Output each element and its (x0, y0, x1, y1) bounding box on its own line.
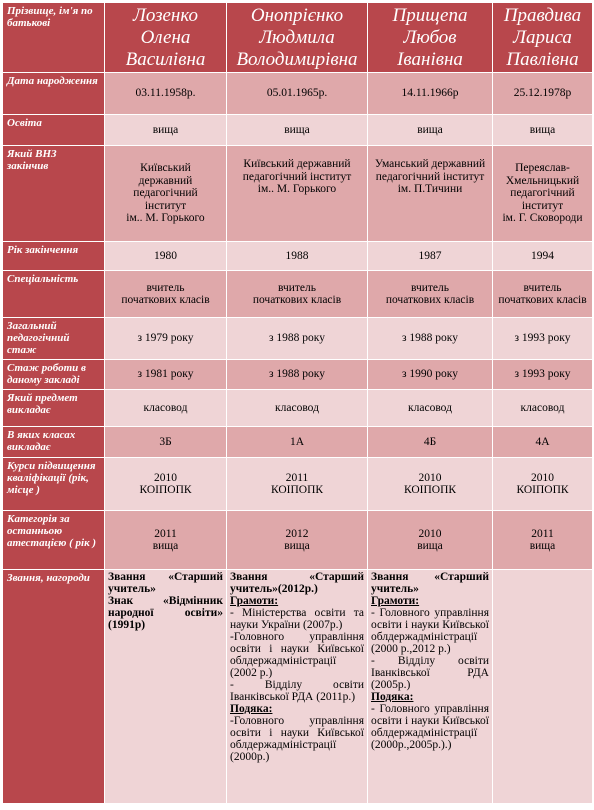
cell-line: 1988 (285, 249, 309, 262)
table-cell (368, 318, 493, 360)
cell-line: вища (417, 540, 443, 552)
cell-line: 14.11.1966р (401, 87, 459, 100)
cell-line: класовод (520, 401, 565, 414)
cell-line: з 1979 року (137, 332, 194, 345)
cell-line: 1А (289, 435, 305, 448)
row-label: Освіта (3, 115, 105, 146)
row-label: В яких класах викладає (3, 427, 105, 458)
cell-line: інститут (521, 199, 564, 212)
cell-line: вища (152, 540, 179, 552)
table-cell (105, 511, 227, 570)
surname: Онопрієнко (250, 4, 344, 26)
cell-line: 25.12.1978р (513, 87, 572, 100)
row-label-full-name: Прізвище, ім'я по батькові (3, 3, 105, 73)
cell-line: КОІПОПК (139, 484, 192, 496)
cell-line: вища (284, 540, 310, 552)
patronymic: Павлівна (506, 48, 579, 70)
cell-line: з 1993 року (514, 368, 571, 381)
table-cell (105, 390, 227, 427)
row-label: Який ВНЗ закінчив (3, 146, 105, 242)
award-line: Подяка: (371, 691, 414, 703)
cell-line: класовод (275, 401, 319, 414)
row-courses (3, 458, 593, 511)
table-cell (368, 360, 493, 390)
cell-line: 2010 (418, 527, 442, 540)
table-cell (368, 390, 493, 427)
row-university (3, 146, 593, 242)
table-cell (227, 390, 368, 427)
cell-line: Уманський державний (374, 158, 486, 170)
cell-line: 2012 (285, 527, 309, 540)
cell-line: 3Б (159, 435, 172, 448)
table-cell (105, 146, 227, 242)
award-line: Грамоти: (230, 595, 279, 607)
teacher-name-header (368, 3, 493, 73)
award-line: Звання «Старший учитель» (108, 571, 223, 595)
award-line: -Головного управління освіти і науки Київської облдержадміністрації (2002 р.) (230, 631, 364, 679)
row-education (3, 115, 593, 146)
awards-cell-empty (493, 570, 593, 804)
row-label: Рік закінчення (3, 242, 105, 271)
cell-line: 1980 (154, 249, 177, 262)
table-cell (493, 427, 593, 458)
cell-line: ім.. М. Горького (126, 212, 205, 225)
cell-line: вища (152, 123, 179, 136)
table-cell (105, 427, 227, 458)
row-category (3, 511, 593, 570)
award-line: Знак «Відмінник народної освіти» (1991р) (108, 595, 223, 631)
cell-line: педагогічний (133, 187, 198, 200)
cell-line: класовод (143, 401, 188, 414)
table-cell (493, 360, 593, 390)
cell-line: 2011 (285, 471, 309, 484)
table-cell (105, 318, 227, 360)
cell-line: педагогічний інститут (242, 170, 352, 183)
cell-line: класовод (408, 401, 452, 414)
cell-line: інститут (144, 199, 187, 212)
award-line: - Міністерства освіти та науки України (2007р.) (230, 607, 364, 631)
surname: Прищепа (392, 4, 468, 26)
cell-line: 2010 (154, 471, 177, 484)
awards-cell (105, 570, 227, 804)
staff-info-table (2, 2, 593, 804)
table-cell (368, 73, 493, 115)
first-name: Олена (140, 26, 191, 48)
table-cell (493, 146, 593, 242)
row-label: Курси підвищення кваліфікації (рік, місце ) (3, 458, 105, 511)
cell-line: 4А (535, 435, 550, 448)
cell-line: початкових класів (498, 294, 587, 306)
table-cell (105, 360, 227, 390)
award-line: Подяка: (230, 703, 273, 715)
row-label: Звання, нагороди (3, 570, 105, 804)
table-cell (493, 242, 593, 271)
row-label: Спеціальність (3, 271, 105, 318)
table-cell (227, 458, 368, 511)
table-cell (105, 242, 227, 271)
table-cell (493, 73, 593, 115)
cell-line: з 1988 року (269, 368, 325, 381)
teacher-name-header (105, 3, 227, 73)
table-cell (493, 511, 593, 570)
first-name: Любов (403, 26, 457, 48)
patronymic: Володимирівна (236, 48, 358, 70)
award-line: -Головного управління освіти і науки Київської облдержадміністрації (2000р.) (230, 715, 364, 763)
row-birth-date (3, 73, 593, 115)
row-label: Який предмет викладає (3, 390, 105, 427)
cell-line: вища (529, 123, 556, 136)
cell-line: 2010 (531, 471, 554, 484)
cell-line: 4Б (423, 435, 437, 448)
cell-line: КОІПОПК (270, 484, 324, 496)
cell-line: 1994 (531, 249, 554, 262)
first-name: Лариса (513, 26, 572, 48)
table-cell (105, 115, 227, 146)
patronymic: Василівна (125, 48, 206, 70)
cell-line: вчитель (277, 281, 317, 294)
table-cell (227, 318, 368, 360)
cell-line: КОІПОПК (403, 484, 457, 496)
table-cell (227, 360, 368, 390)
cell-line: Київський (140, 162, 191, 175)
table-cell (368, 271, 493, 318)
table-cell (368, 511, 493, 570)
row-label: Дата народження (3, 73, 105, 115)
cell-line: вчитель (146, 281, 185, 294)
table-cell (493, 390, 593, 427)
cell-line: КОІПОПК (516, 484, 569, 496)
surname: Лозенко (132, 4, 199, 26)
header-row (3, 3, 593, 73)
row-label: Стаж роботи в даному закладі (3, 360, 105, 390)
table-cell (227, 73, 368, 115)
award-line: Грамоти: (371, 595, 420, 607)
awards-cell (227, 570, 368, 804)
table-cell (493, 115, 593, 146)
cell-line: ім.. М. Горького (257, 183, 337, 195)
cell-line: державний (138, 174, 193, 187)
row-label: Категорія за останньою атестацією ( рік ) (3, 511, 105, 570)
cell-line: початкових класів (252, 294, 342, 306)
table-cell (105, 271, 227, 318)
row-specialty (3, 271, 593, 318)
row-institution-experience (3, 360, 593, 390)
cell-line: вища (529, 540, 556, 552)
cell-line: з 1988 року (402, 332, 458, 345)
first-name: Людмила (259, 26, 335, 48)
award-line: - Відділу освіти Іванківської РДА (2005р.) (371, 655, 489, 691)
cell-line: 03.11.1958р. (135, 87, 196, 100)
cell-line: 2011 (154, 527, 177, 540)
award-line: - Головного управління освіти і науки Київської облдержадміністрації (2000 р.,2012 р.) (371, 607, 489, 655)
patronymic: Іванівна (397, 48, 463, 70)
table-cell (105, 73, 227, 115)
teacher-name-header (227, 3, 368, 73)
table-cell (227, 511, 368, 570)
cell-line: ім. Г. Сковороди (502, 212, 583, 225)
table-cell (368, 115, 493, 146)
cell-line: Переяслав- (515, 162, 570, 175)
cell-line: педагогічний (510, 187, 575, 200)
cell-line: ім. П.Тичини (397, 183, 463, 195)
cell-line: з 1990 року (402, 368, 458, 381)
teacher-name-header (493, 3, 593, 73)
award-line: - Відділу освіти Іванківської РДА (2011р.) (230, 679, 364, 703)
cell-line: педагогічний інститут (375, 170, 485, 183)
cell-line: Хмельницький (505, 174, 580, 187)
row-total-experience (3, 318, 593, 360)
cell-line: Київський державний (243, 158, 351, 170)
table-cell (105, 458, 227, 511)
table-cell (368, 427, 493, 458)
cell-line: вчитель (410, 281, 450, 294)
table-cell (493, 271, 593, 318)
awards-cell (368, 570, 493, 804)
row-classes (3, 427, 593, 458)
cell-line: 2010 (418, 471, 442, 484)
table-cell (227, 271, 368, 318)
cell-line: 1987 (418, 249, 442, 262)
cell-line: вчитель (523, 281, 562, 294)
award-line: Звання «Старший учитель» (371, 571, 489, 595)
row-label: Загальний педагогічний стаж (3, 318, 105, 360)
table-cell (368, 146, 493, 242)
cell-line: вища (417, 123, 443, 136)
table-cell (227, 115, 368, 146)
cell-line: з 1993 року (514, 332, 571, 345)
row-subject (3, 390, 593, 427)
cell-line: вища (284, 123, 310, 136)
table-cell (493, 458, 593, 511)
table-cell (493, 318, 593, 360)
cell-line: з 1981 року (137, 368, 194, 381)
row-awards (3, 570, 593, 804)
award-line: Звання «Старший учитель»(2012р.) (230, 571, 364, 595)
cell-line: початкових класів (121, 294, 210, 306)
table-cell (368, 458, 493, 511)
cell-line: з 1988 року (269, 332, 325, 345)
surname: Правдива (503, 4, 582, 26)
cell-line: 05.01.1965р. (266, 87, 328, 100)
table-cell (227, 146, 368, 242)
table-cell (227, 242, 368, 271)
award-line: - Головного управління освіти і науки Київської облдержадміністрації (2000р.,2005р.).) (371, 703, 489, 751)
cell-line: 2011 (531, 527, 554, 540)
table-cell (227, 427, 368, 458)
table-cell (368, 242, 493, 271)
row-graduation-year (3, 242, 593, 271)
cell-line: початкових класів (385, 294, 475, 306)
